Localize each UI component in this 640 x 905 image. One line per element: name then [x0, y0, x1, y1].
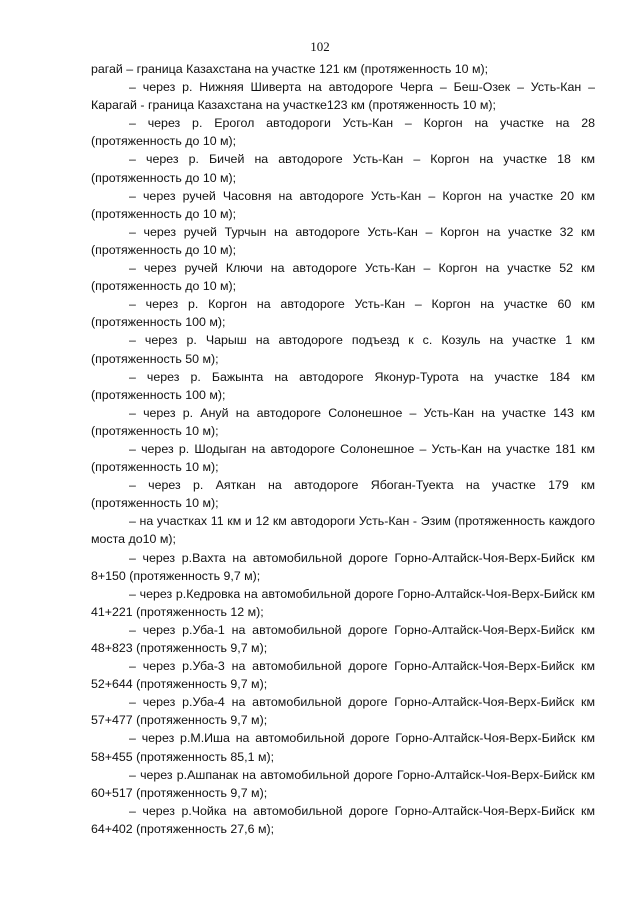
list-item: – через р.Ашпанак на автомобильной дороге Горно-Алтайск-Чоя-Верх-Бийск км 60+517 (протяженность 9,7 м);: [91, 767, 595, 800]
document-body: [91, 60, 595, 838]
list-item: – через р.Уба-3 на автомобильной дороге Горно-Алтайск-Чоя-Верх-Бийск км 52+644 (протяженность 9,7 м);: [91, 659, 595, 692]
paragraph: рагай – граница Казахстана на участке 121 км (протяженность 10 м);: [91, 62, 489, 76]
list-item: – через ручей Ключи на автодороге Усть-Кан – Коргон на участке 52 км (протяженность до 10 м);: [91, 261, 595, 294]
list-item: – через ручей Турчын на автодороге Усть-Кан – Коргон на участке 32 км (протяженность до 10 м);: [91, 224, 595, 257]
list-item: – через р. Нижняя Шиверта на автодороге Черга – Беш-Озек – Усть-Кан – Карагай - граница Казахстана на участке123 км (протяженность 10 м);: [91, 80, 595, 113]
list-item: – через р. Бажынта на автодороге Яконур-Турота на участке 184 км (протяженность 100 м);: [91, 369, 595, 402]
page-number: 102: [310, 39, 330, 54]
list-item: – через ручей Часовня на автодороге Усть-Кан – Коргон на участке 20 км (протяженность до 10 м);: [91, 188, 595, 221]
list-item: – через р.Вахта на автомобильной дороге Горно-Алтайск-Чоя-Верх-Бийск км 8+150 (протяженность 9,7 м);: [91, 550, 595, 583]
list-item: – через р. Чарыш на автодороге подъезд к с. Козуль на участке 1 км (протяженность 50 м);: [91, 333, 595, 366]
list-item: – через р.М.Иша на автомобильной дороге Горно-Алтайск-Чоя-Верх-Бийск км 58+455 (протяженность 85,1 м);: [91, 731, 595, 764]
list-item: – через р. Бичей на автодороге Усть-Кан – Коргон на участке 18 км (протяженность до 10 м);: [91, 152, 595, 185]
list-item: – через р.Кедровка на автомобильной дороге Горно-Алтайск-Чоя-Верх-Бийск км 41+221 (протяженность 12 м);: [91, 586, 595, 619]
list-item: – через р. Шодыган на автодороге Солонешное – Усть-Кан на участке 181 км (протяженность 10 м);: [91, 441, 595, 475]
list-item: – через р. Коргон на автодороге Усть-Кан – Коргон на участке 60 км (протяженность 100 м);: [91, 297, 595, 330]
list-item: – через р.Уба-1 на автомобильной дороге Горно-Алтайск-Чоя-Верх-Бийск км 48+823 (протяженность 9,7 м);: [91, 622, 595, 655]
list-item: – через р. Ануй на автодороге Солонешное – Усть-Кан на участке 143 км (протяженность 10 м);: [91, 405, 595, 438]
list-item: – через р. Ерогол автодороги Усть-Кан – Коргон на участке на 28 (протяженность до 10 м);: [91, 116, 595, 149]
list-item: – на участках 11 км и 12 км автодороги Усть-Кан - Эзим (протяженность каждого моста до10 м);: [91, 514, 595, 547]
list-item: – через р. Аяткан на автодороге Ябоган-Туекта на участке 179 км (протяженность 10 м);: [91, 478, 595, 511]
list-item: – через р.Чойка на автомобильной дороге Горно-Алтайск-Чоя-Верх-Бийск км 64+402 (протяженность 27,6 м);: [91, 803, 595, 836]
list-item: – через р.Уба-4 на автомобильной дороге Горно-Алтайск-Чоя-Верх-Бийск км 57+477 (протяженность 9,7 м);: [91, 695, 595, 728]
